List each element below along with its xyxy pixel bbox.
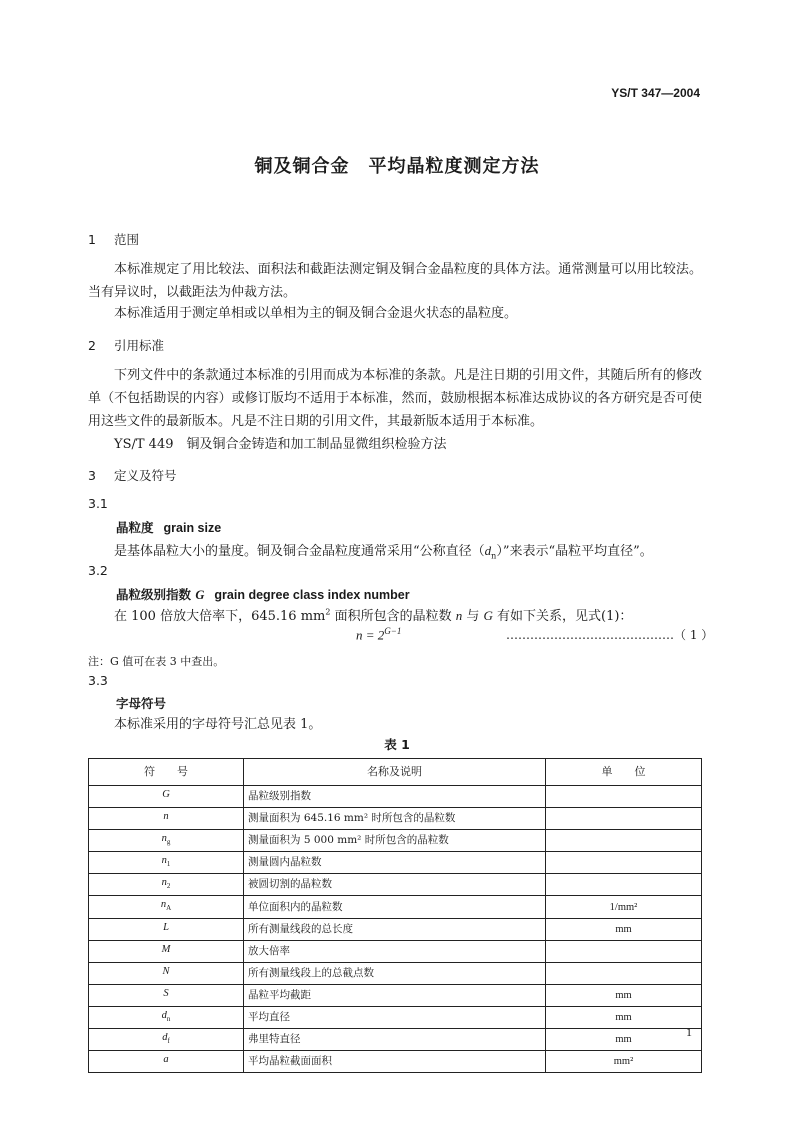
unit-cell bbox=[546, 874, 702, 896]
section-title: 引用标准 bbox=[114, 338, 165, 353]
section-title: 定义及符号 bbox=[114, 468, 177, 483]
def-symbol: n bbox=[455, 608, 463, 623]
description-cell: 所有测量线段的总长度 bbox=[244, 918, 546, 940]
section-1-paragraph-1: 本标准规定了用比较法、面积法和截距法测定铜及铜合金晶粒度的具体方法。通常测量可以用比较法。当有异议时，以截距法为仲裁方法。 bbox=[88, 262, 702, 300]
symbol-cell bbox=[89, 786, 244, 808]
section-number: 2 bbox=[88, 338, 96, 353]
document-title: 铜及铜合金 平均晶粒度测定方法 bbox=[254, 156, 540, 177]
term-cn: 晶粒级别指数 bbox=[116, 587, 192, 602]
section-3-heading bbox=[88, 466, 177, 484]
symbol-cell bbox=[89, 1051, 244, 1073]
note: 注：G 值可在表 3 中查出。 bbox=[88, 655, 225, 668]
table-row bbox=[89, 808, 702, 830]
unit-cell bbox=[546, 830, 702, 852]
symbol: n bbox=[161, 877, 167, 889]
unit-cell: mm bbox=[546, 918, 702, 940]
section-1-heading bbox=[88, 230, 139, 248]
term-en: grain size bbox=[163, 521, 222, 535]
table-row bbox=[89, 1051, 702, 1073]
symbol-subscript: g bbox=[166, 838, 171, 847]
unit-cell bbox=[546, 962, 702, 984]
term-letter-symbols: 字母符号 bbox=[116, 696, 167, 711]
unit-cell: mm² bbox=[546, 1051, 702, 1073]
symbol: a bbox=[163, 1054, 169, 1066]
def-symbol: d bbox=[484, 543, 492, 558]
symbol-subscript: A bbox=[166, 904, 172, 913]
table-row bbox=[89, 918, 702, 940]
equation-number: ……………………………………（ 1 ） bbox=[506, 628, 714, 642]
section-title: 范围 bbox=[114, 232, 140, 247]
description-cell: 晶粒级别指数 bbox=[244, 786, 546, 808]
unit-cell bbox=[546, 808, 702, 830]
table-row bbox=[89, 984, 702, 1006]
table-row bbox=[89, 852, 702, 874]
description-cell: 晶粒平均截距 bbox=[244, 984, 546, 1006]
description-cell: 测量圆内晶粒数 bbox=[244, 852, 546, 874]
table-row bbox=[89, 786, 702, 808]
definition-grain-size bbox=[114, 540, 653, 561]
symbol: d bbox=[162, 1032, 168, 1044]
formula-exponent: G−1 bbox=[384, 626, 402, 636]
symbol-subscript: f bbox=[167, 1037, 170, 1046]
unit-cell: mm bbox=[546, 1006, 702, 1028]
symbol-cell bbox=[89, 940, 244, 962]
term-grain-size bbox=[116, 518, 221, 536]
term-cn: 晶粒度 bbox=[116, 520, 154, 535]
symbol: n bbox=[161, 855, 167, 867]
normative-reference: YS/T 449 铜及铜合金铸造和加工制品显微组织检验方法 bbox=[114, 437, 447, 452]
unit-cell bbox=[546, 786, 702, 808]
symbol-subscript: 2 bbox=[166, 882, 171, 891]
def-text: 面积所包含的晶粒数 bbox=[330, 609, 456, 624]
clause-3-1-number: 3.1 bbox=[88, 496, 108, 511]
symbol-subscript: n bbox=[166, 1015, 171, 1024]
unit-cell: mm bbox=[546, 1029, 702, 1051]
def-text: 与 bbox=[462, 609, 484, 624]
def-text: 是基体晶粒大小的量度。铜及铜合金晶粒度通常采用“公称直径（ bbox=[114, 544, 485, 559]
symbol-cell bbox=[89, 1006, 244, 1028]
table-body bbox=[89, 786, 702, 1073]
term-en: grain degree class index number bbox=[214, 588, 410, 602]
symbol: L bbox=[163, 921, 169, 933]
formula-lhs: n = 2 bbox=[356, 627, 385, 643]
table-row bbox=[89, 940, 702, 962]
page-number: 1 bbox=[686, 1025, 692, 1039]
symbol-cell bbox=[89, 830, 244, 852]
def-text: 有如下关系，见式(1)： bbox=[492, 609, 633, 624]
def-superscript: 2 bbox=[325, 607, 331, 617]
header-symbol: 符 号 bbox=[89, 759, 244, 786]
symbol-subscript: 1 bbox=[166, 860, 171, 869]
symbol-cell bbox=[89, 896, 244, 918]
table-row bbox=[89, 830, 702, 852]
table-row bbox=[89, 1029, 702, 1051]
table-caption: 表 1 bbox=[384, 737, 410, 752]
table-row bbox=[89, 1006, 702, 1028]
table-row bbox=[89, 962, 702, 984]
def-text: 在 100 倍放大倍率下，645.16 mm bbox=[114, 609, 326, 624]
description-cell: 测量面积为 5 000 mm² 时所包含的晶粒数 bbox=[244, 830, 546, 852]
unit-cell bbox=[546, 940, 702, 962]
symbol: d bbox=[161, 1009, 167, 1021]
symbol-cell bbox=[89, 874, 244, 896]
header-unit: 单 位 bbox=[546, 759, 702, 786]
term-grain-degree bbox=[116, 585, 410, 603]
unit-cell bbox=[546, 852, 702, 874]
clause-3-3-number: 3.3 bbox=[88, 673, 108, 688]
symbol: n bbox=[161, 833, 167, 845]
symbol: n bbox=[160, 899, 167, 911]
symbol: S bbox=[163, 987, 169, 999]
symbol-cell bbox=[89, 962, 244, 984]
description-cell: 所有测量线段上的总截点数 bbox=[244, 962, 546, 984]
header-name: 名称及说明 bbox=[244, 759, 546, 786]
section-2-heading bbox=[88, 336, 164, 354]
table-row bbox=[89, 896, 702, 918]
description-cell: 放大倍率 bbox=[244, 940, 546, 962]
formula-1 bbox=[356, 626, 401, 643]
table-row bbox=[89, 874, 702, 896]
term-symbol: G bbox=[195, 588, 205, 602]
description-cell: 弗里特直径 bbox=[244, 1029, 546, 1051]
clause-3-2-number: 3.2 bbox=[88, 563, 108, 578]
description-cell: 被圆切割的晶粒数 bbox=[244, 874, 546, 896]
symbol: N bbox=[162, 965, 170, 977]
description-cell: 平均晶粒截面面积 bbox=[244, 1051, 546, 1073]
description-cell: 单位面积内的晶粒数 bbox=[244, 896, 546, 918]
symbol-cell bbox=[89, 852, 244, 874]
symbol: M bbox=[161, 943, 171, 955]
definition-letter-symbols: 本标准采用的字母符号汇总见表 1。 bbox=[114, 717, 322, 732]
symbol: n bbox=[163, 811, 169, 823]
symbol-cell bbox=[89, 808, 244, 830]
def-subscript: n bbox=[491, 551, 497, 561]
symbol-cell bbox=[89, 1029, 244, 1051]
table-header-row bbox=[89, 759, 702, 786]
symbol-cell bbox=[89, 918, 244, 940]
section-2-paragraph: 下列文件中的条款通过本标准的引用而成为本标准的条款。凡是注日期的引用文件，其随后所有的修改单（不包括勘误的内容）或修订版均不适用于本标准，然而，鼓励根据本标准达成协议的各方研究是否可使用这些文件的最新版本。凡是不注日期的引用文件，其最新版本适用于本标准。 bbox=[88, 368, 702, 429]
def-symbol: G bbox=[483, 608, 493, 623]
section-1-paragraph-2: 本标准适用于测定单相或以单相为主的铜及铜合金退火状态的晶粒度。 bbox=[114, 306, 518, 321]
symbol: G bbox=[162, 789, 170, 800]
symbol-cell bbox=[89, 984, 244, 1006]
def-text: ）”来表示“晶粒平均直径”。 bbox=[496, 544, 653, 559]
section-number: 3 bbox=[88, 468, 96, 483]
section-number: 1 bbox=[88, 232, 96, 247]
unit-cell: 1/mm² bbox=[546, 896, 702, 918]
description-cell: 平均直径 bbox=[244, 1006, 546, 1028]
standard-code: YS/T 347—2004 bbox=[611, 86, 700, 100]
symbols-table bbox=[88, 758, 702, 1073]
description-cell: 测量面积为 645.16 mm² 时所包含的晶粒数 bbox=[244, 808, 546, 830]
definition-grain-degree bbox=[114, 605, 632, 624]
unit-cell: mm bbox=[546, 984, 702, 1006]
